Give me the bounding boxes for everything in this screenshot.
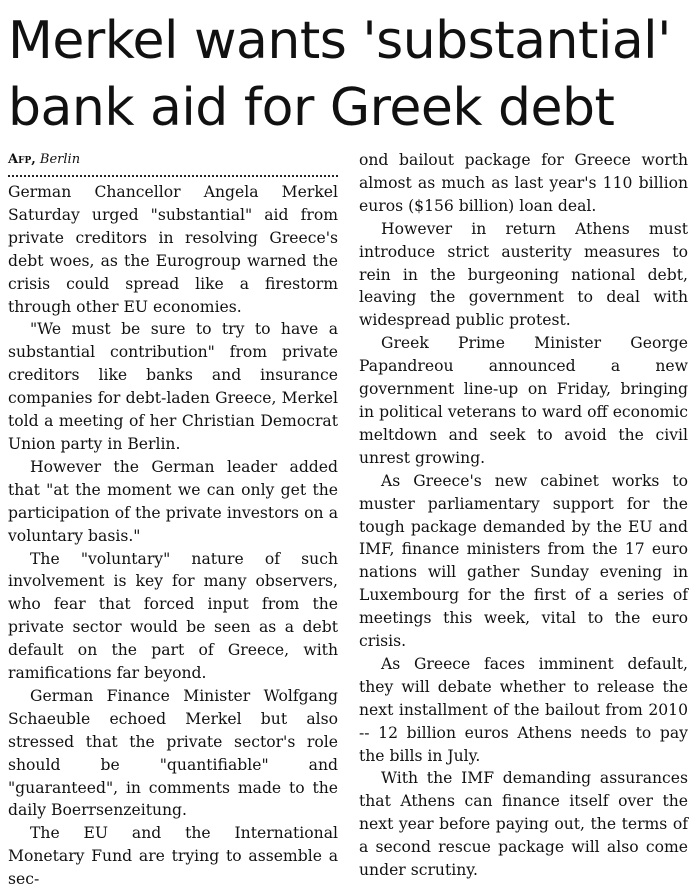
- article-paragraph: German Finance Minister Wolfgang Schaeuble echoed Merkel but also stressed that the private sector's role should be "quantifiable" and "guaranteed", in comments made to the daily Boerrsenzeitung.: [8, 686, 338, 820]
- news-agency: Afp,: [8, 152, 36, 167]
- article-paragraph: The "voluntary" nature of such involvement is key for many observers, who fear that forced input from the private sector would be seen as a debt default on the part of Greece, with ramifications far beyond.: [8, 549, 338, 683]
- article-paragraph: The EU and the International Monetary Fund are trying to assemble a sec-: [8, 824, 338, 889]
- article-column-right: [359, 149, 688, 882]
- dotted-divider: [8, 175, 338, 177]
- dateline: [8, 149, 338, 171]
- article-paragraph: "We must be sure to try to have a substantial contribution" from private creditors like banks and insurance companies for debt-laden Greece, Merkel told a meeting of her Christian Democrat Union party in Berlin.: [8, 320, 338, 453]
- article-paragraph: With the IMF demanding assurances that Athens can finance itself over the next year before paying out, the terms of a second rescue package will also come under scrutiny.: [359, 769, 688, 880]
- article-paragraph: As Greece faces imminent default, they will debate whether to release the next installment of the bailout from 2010 -- 12 billion euros Athens needs to pay the bills in July.: [359, 654, 688, 765]
- dateline-location: Berlin: [39, 152, 81, 167]
- article-paragraph: However in return Athens must introduce strict austerity measures to rein in the burgeoning national debt, leaving the government to deal with widespread public protest.: [359, 219, 688, 330]
- article-paragraph: Greek Prime Minister George Papandreou announced a new government line-up on Friday, bringing in political veterans to ward off economic meltdown and seek to avoid the civil unrest growing.: [359, 334, 688, 467]
- article-headline: Merkel wants 'substantial' bank aid for Greek debt: [8, 11, 671, 138]
- article-paragraph: As Greece's new cabinet works to muster parliamentary support for the tough package demanded by the EU and IMF, finance ministers from the 17 euro nations will gather Sunday evening in Luxembourg for the first of a series of meetings this week, vital to the euro crisis.: [359, 471, 688, 651]
- article-paragraph: German Chancellor Angela Merkel Saturday urged "substantial" aid from private creditors in resolving Greece's debt woes, as the Eurogroup warned the crisis could spread like a firestorm through other EU economies.: [8, 183, 338, 316]
- article-column-left: [8, 149, 338, 891]
- article-paragraph: However the German leader added that "at the moment we can only get the participation of the private investors on a voluntary basis.": [8, 457, 338, 545]
- article-paragraph: ond bailout package for Greece worth almost as much as last year's 110 billion euros ($156 billion) loan deal.: [359, 151, 688, 215]
